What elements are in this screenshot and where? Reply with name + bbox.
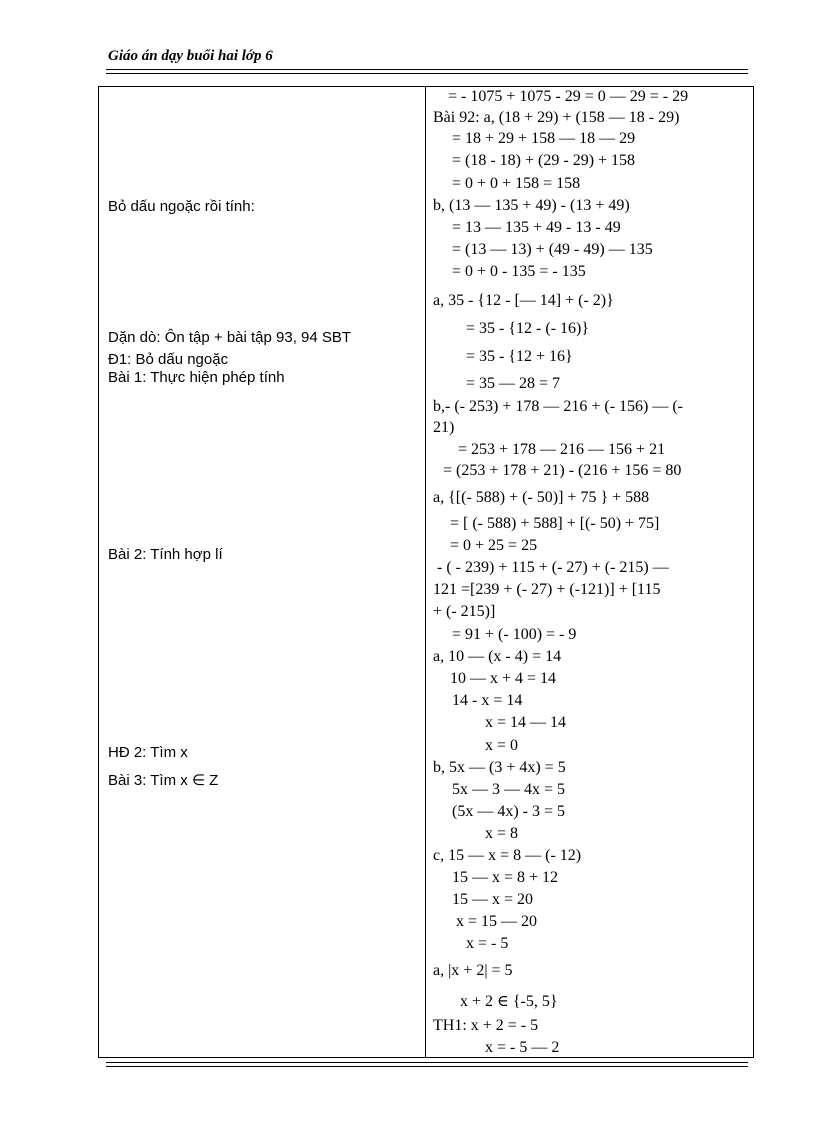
footer-rule-bottom	[106, 1066, 748, 1067]
left-note-exercise-1: Bài 1: Thực hiện phép tính	[108, 369, 285, 386]
math-line: = 253 + 178 — 216 — 156 + 21	[458, 441, 666, 458]
math-line: x = 8	[485, 825, 519, 842]
column-divider	[425, 86, 426, 1058]
math-line: - ( - 239) + 115 + (- 27) + (- 215) —	[437, 559, 669, 576]
math-line: c, 15 — x = 8 — (- 12)	[433, 847, 582, 864]
math-line: = 0 + 0 - 135 = - 135	[452, 263, 586, 280]
left-note-section-1: Đ1: Bỏ dấu ngoặc	[108, 351, 229, 368]
math-line: TH1: x + 2 = - 5	[433, 1017, 539, 1034]
math-line: a, 10 — (x - 4) = 14	[433, 648, 562, 665]
math-line: = 13 — 135 + 49 - 13 - 49	[452, 219, 621, 236]
math-line: = 35 — 28 = 7	[466, 375, 561, 392]
math-line: 10 — x + 4 = 14	[450, 670, 557, 687]
math-line: b, (13 — 135 + 49) - (13 + 49)	[433, 197, 630, 214]
math-line: 121 =[239 + (- 27) + (-121)] + [115	[433, 581, 661, 598]
math-line: x + 2 ∈ {-5, 5}	[460, 993, 558, 1010]
math-line: (5x — 4x) - 3 = 5	[452, 803, 566, 820]
math-line: 5x — 3 — 4x = 5	[452, 781, 566, 798]
math-line: = 0 + 25 = 25	[450, 537, 538, 554]
math-line: = 35 - {12 + 16}	[466, 348, 573, 365]
left-note-exercise-2: Bài 2: Tính hợp lí	[108, 546, 223, 563]
math-line: x = 15 — 20	[456, 913, 538, 930]
math-line: = 0 + 0 + 158 = 158	[452, 175, 581, 192]
math-line: 14 - x = 14	[452, 692, 523, 709]
left-note-remove-brackets: Bỏ dấu ngoặc rồi tính:	[108, 198, 255, 215]
math-line: a, |x + 2| = 5	[433, 962, 513, 979]
math-line: 15 — x = 8 + 12	[452, 869, 559, 886]
math-line: x = - 5	[466, 935, 509, 952]
math-line: = 18 + 29 + 158 — 18 — 29	[452, 130, 636, 147]
math-line: x = 14 — 14	[485, 714, 567, 731]
left-note-homework: Dặn dò: Ôn tập + bài tập 93, 94 SBT	[108, 329, 352, 346]
left-note-activity-2: HĐ 2: Tìm x	[108, 744, 188, 761]
math-line: = (13 — 13) + (49 - 49) — 135	[452, 241, 653, 258]
header-rule-top	[106, 69, 748, 70]
math-line: = 35 - {12 - (- 16)}	[466, 320, 590, 337]
math-line: Bài 92: a, (18 + 29) + (158 — 18 - 29)	[433, 109, 680, 126]
math-line: b,- (- 253) + 178 — 216 + (- 156) — (-	[433, 398, 683, 415]
math-line: = (253 + 178 + 21) - (216 + 156 = 80	[443, 462, 682, 479]
math-line: = (18 - 18) + (29 - 29) + 158	[452, 152, 636, 169]
math-line: 21)	[433, 419, 455, 436]
math-line: 15 — x = 20	[452, 891, 534, 908]
math-line: x = - 5 — 2	[485, 1039, 560, 1056]
math-line: a, 35 - {12 - [— 14] + (- 2)}	[433, 292, 614, 309]
math-line: x = 0	[485, 737, 519, 754]
page-header-title: Giáo án dạy buổi hai lớp 6	[108, 48, 273, 64]
header-rule-bottom	[106, 73, 748, 74]
math-line: = [ (- 588) + 588] + [(- 50) + 75]	[450, 515, 660, 532]
math-line: + (- 215)]	[433, 603, 496, 620]
math-line: a, {[(- 588) + (- 50)] + 75 } + 588	[433, 489, 650, 506]
math-line: = 91 + (- 100) = - 9	[452, 626, 577, 643]
left-note-exercise-3: Bài 3: Tìm x ∈ Z	[108, 772, 219, 789]
math-line: = - 1075 + 1075 - 29 = 0 — 29 = - 29	[448, 88, 689, 105]
math-line: b, 5x — (3 + 4x) = 5	[433, 759, 566, 776]
footer-rule-top	[106, 1062, 748, 1063]
